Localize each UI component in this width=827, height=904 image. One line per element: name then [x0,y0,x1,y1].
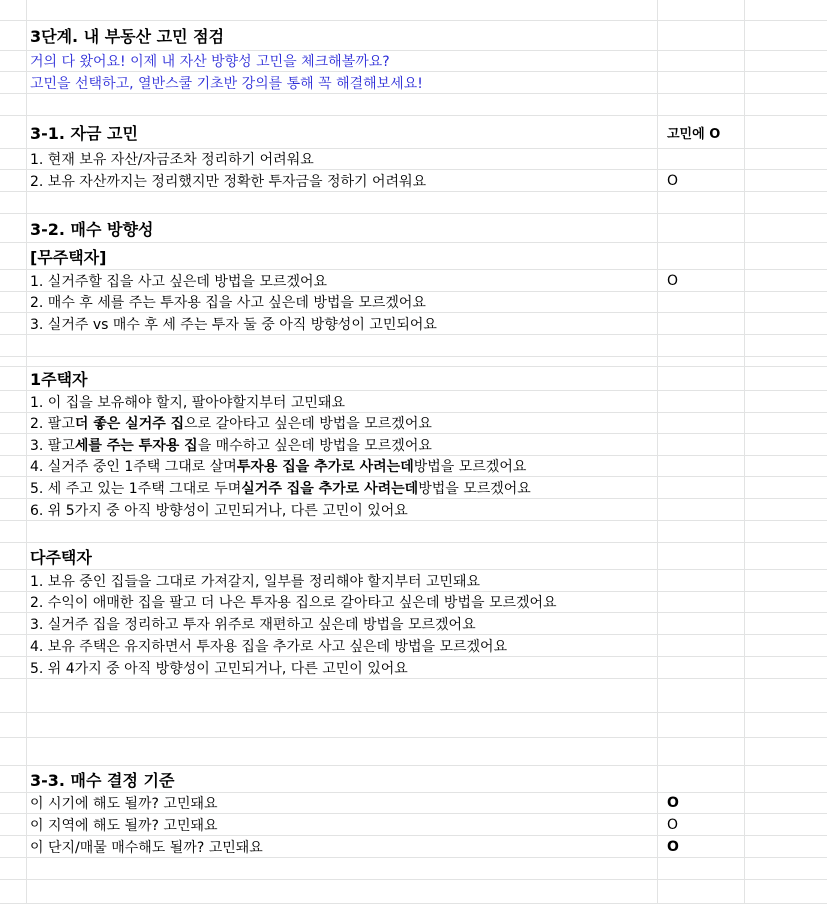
sheet-row[interactable] [0,292,827,313]
group-title-no-home: [무주택자] [30,247,107,267]
sheet-row[interactable] [0,116,827,149]
check-mark[interactable] [657,292,667,312]
concern-item: 1. 현재 보유 자산/자금조차 정리하기 어려워요 [30,152,314,168]
sheet-row[interactable] [0,21,827,51]
check-mark[interactable] [657,313,667,334]
item-text: 4. 실거주 중인 1주택 그대로 살며 [30,459,237,475]
section-title-direction: 3-2. 매수 방향성 [30,219,154,239]
item-text: 2. 팔고 [30,416,75,432]
check-mark[interactable]: O [667,795,679,811]
sheet-row[interactable] [0,521,827,543]
sheet-row[interactable] [0,858,827,880]
sheet-row[interactable] [0,814,827,836]
concern-item: 1. 보유 중인 집들을 그대로 가져갈지, 일부를 정리해야 할지부터 고민돼요 [30,573,481,590]
sheet-row[interactable] [0,51,827,72]
sheet-row[interactable] [0,413,827,434]
sheet-row[interactable] [0,456,827,477]
intro-line: 거의 다 왔어요! 이제 내 자산 방향성 고민을 체크해볼까요? [30,54,390,70]
sheet-row[interactable] [0,391,827,413]
sheet-row[interactable] [0,94,827,116]
check-mark[interactable]: O [667,272,679,289]
sheet-row[interactable] [0,766,827,793]
sheet-row[interactable] [0,713,827,738]
concern-item: 6. 위 5가지 중 아직 방향성이 고민되거나, 다른 고민이 있어요 [30,502,408,519]
concern-item: 이 단지/매물 매수해도 될까? 고민돼요 [30,839,263,856]
concern-item: 2. 매수 후 세를 주는 투자용 집을 사고 싶은데 방법을 모르겠어요 [30,295,426,311]
sheet-row[interactable] [0,170,827,192]
sheet-row[interactable] [0,0,827,21]
sheet-row[interactable] [0,543,827,570]
concern-item: 2. 보유 자산까지는 정리했지만 정확한 투자금을 정하기 어려워요 [30,173,427,190]
sheet-row[interactable] [0,836,827,858]
item-emphasis: 실거주 집을 추가로 사려는데 [241,480,419,497]
section-title-funds: 3-1. 자금 고민 [30,123,138,143]
sheet-row[interactable] [0,270,827,292]
concern-item: 4. 보유 주택은 유지하면서 투자용 집을 추가로 사고 싶은데 방법을 모르겠어요 [30,638,508,655]
sheet-row[interactable] [0,880,827,904]
item-text: 5. 세 주고 있는 1주택 그대로 두며 [30,480,242,497]
sheet-row[interactable] [0,738,827,766]
sheet-row[interactable] [0,477,827,499]
concern-item: 3. 실거주 vs 매수 후 세 주는 투자 둘 중 아직 방향성이 고민되어요 [30,316,437,333]
concern-item: 이 지역에 해도 될까? 고민돼요 [30,817,218,834]
group-title-one-home: 1주택자 [30,370,88,389]
check-mark[interactable]: O [667,838,679,855]
item-emphasis: 투자용 집을 추가로 사려는데 [236,459,414,475]
check-mark[interactable] [657,149,667,169]
sheet-row[interactable] [0,657,827,679]
sheet-row[interactable] [0,613,827,635]
sheet-row[interactable] [0,313,827,335]
concern-item [27,477,531,498]
sheet-row[interactable] [0,570,827,592]
sheet-row[interactable] [0,357,827,367]
stage-title: 3단계. 내 부동산 고민 점검 [30,27,225,46]
concern-item: 3. 실거주 집을 정리하고 투자 위주로 재편하고 싶은데 방법을 모르겠어요 [30,616,476,633]
sheet-row[interactable] [0,192,827,214]
item-text: 을 매수하고 싶은데 방법을 모르겠어요 [197,437,432,454]
item-emphasis: 세를 주는 투자용 집 [74,437,198,454]
item-text: 방법을 모르겠어요 [413,459,527,475]
sheet-row[interactable] [0,592,827,613]
sheet-row[interactable] [0,679,827,713]
section-title-criteria: 3-3. 매수 결정 기준 [30,770,175,790]
sheet-row[interactable] [0,635,827,657]
item-emphasis: 더 좋은 실거주 집 [74,416,185,432]
item-text: 3. 팔고 [30,437,75,454]
concern-item: 이 시기에 해도 될까? 고민돼요 [30,796,218,812]
concern-item: 2. 수익이 애매한 집을 팔고 더 나은 투자용 집으로 갈아타고 싶은데 방법을 모르겠어요 [30,595,557,611]
item-text: 방법을 모르겠어요 [418,480,531,497]
check-mark[interactable]: O [667,172,679,189]
check-column-header: 고민에 O [667,126,721,142]
sheet-row[interactable] [0,434,827,456]
sheet-row[interactable] [0,214,827,243]
concern-item [27,413,432,433]
intro-line: 고민을 선택하고, 열반스쿨 기초반 강의를 통해 꼭 해결해보세요! [30,75,423,92]
sheet-row[interactable] [0,72,827,94]
concern-item [27,434,432,455]
sheet-row[interactable] [0,149,827,170]
sheet-row[interactable] [0,793,827,814]
sheet-row[interactable] [0,335,827,357]
item-text: 으로 갈아타고 싶은데 방법을 모르겠어요 [184,416,432,432]
group-title-multi-home: 다주택자 [30,547,92,567]
concern-item: 1. 실거주할 집을 사고 싶은데 방법을 모르겠어요 [30,273,328,290]
concern-item [27,456,526,476]
sheet-row[interactable] [0,243,827,270]
sheet-row[interactable] [0,367,827,391]
sheet-row[interactable] [0,499,827,521]
check-mark[interactable]: O [667,816,679,833]
concern-item: 5. 위 4가지 중 아직 방향성이 고민되거나, 다른 고민이 있어요 [30,660,408,677]
concern-item: 1. 이 집을 보유해야 할지, 팔아야할지부터 고민돼요 [30,394,345,411]
